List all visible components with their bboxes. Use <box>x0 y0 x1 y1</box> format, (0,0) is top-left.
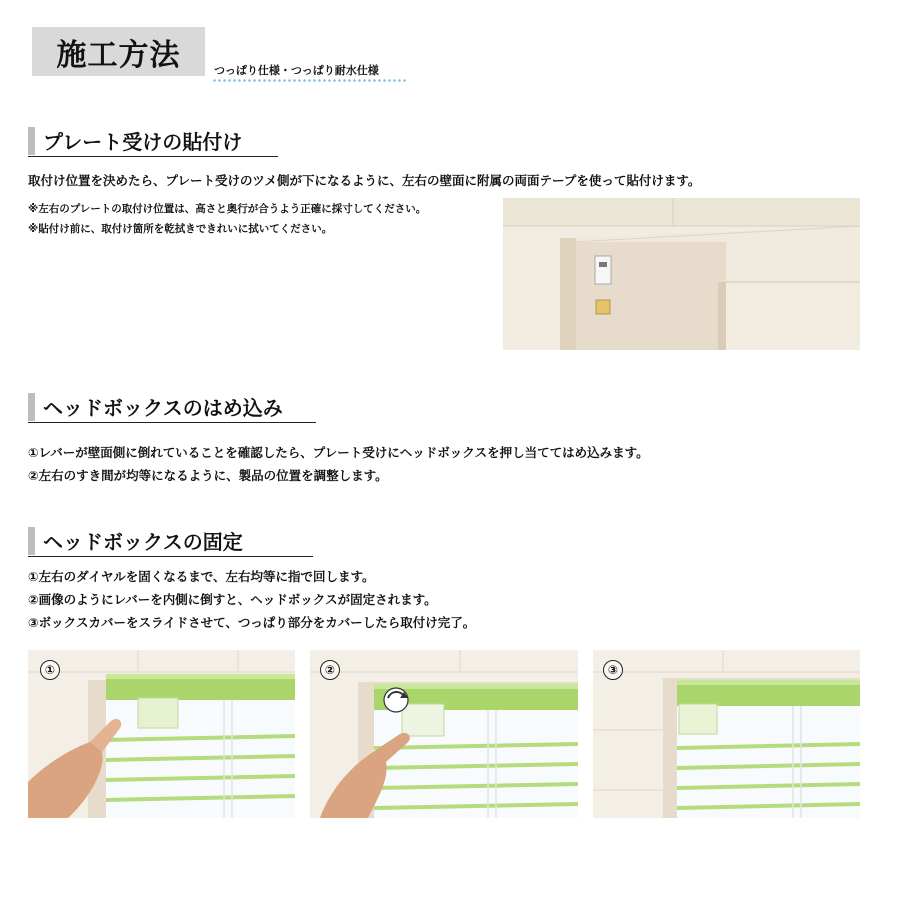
section-rule <box>28 156 278 157</box>
step-photo-1 <box>28 650 295 818</box>
plate-mount-illustration <box>503 198 860 350</box>
step-number-badge: ③ <box>603 660 623 680</box>
main-title: 施工方法 <box>56 37 181 73</box>
section-rule <box>28 422 316 423</box>
note-line: ※貼付け前に、取付け箇所を乾拭きできれいに拭いてください。 <box>28 223 333 235</box>
step-number-badge: ② <box>320 660 340 680</box>
section-title-headbox-insert: ヘッドボックスのはめ込み <box>43 396 283 420</box>
section-marker <box>28 527 35 555</box>
instruction-line: ②左右のすき間が均等になるように、製品の位置を調整します。 <box>28 468 388 483</box>
step-number-badge: ① <box>40 660 60 680</box>
section-marker <box>28 393 35 421</box>
instruction-line: ②画像のようにレバーを内側に倒すと、ヘッドボックスが固定されます。 <box>28 592 437 607</box>
step-photo-3 <box>593 650 860 818</box>
section-body-plate-mount: 取付け位置を決めたら、プレート受けのツメ側が下になるように、左右の壁面に附属の両面テープを使って貼付けます。 <box>28 173 701 188</box>
dotted-underline <box>212 79 408 82</box>
step-photo-2 <box>310 650 578 818</box>
main-title-box <box>32 27 205 76</box>
section-title-headbox-fix: ヘッドボックスの固定 <box>43 530 243 554</box>
step-3-illustration <box>593 650 860 818</box>
instruction-line: ①左右のダイヤルを固くなるまで、左右均等に指で回します。 <box>28 569 375 584</box>
section-rule <box>28 556 313 557</box>
step-2-illustration <box>310 650 578 818</box>
section-marker <box>28 127 35 155</box>
instruction-line: ③ボックスカバーをスライドさせて、つっぱり部分をカバーしたら取付け完了。 <box>28 615 476 630</box>
main-subtitle: つっぱり仕様・つっぱり耐水仕様 <box>214 64 379 77</box>
plate-mount-photo <box>503 198 860 350</box>
step-1-illustration <box>28 650 295 818</box>
section-title-plate-mount: プレート受けの貼付け <box>43 130 243 154</box>
note-line: ※左右のプレートの取付け位置は、高さと奥行が合うよう正確に採寸してください。 <box>28 203 427 215</box>
instruction-line: ①レバーが壁面側に倒れていることを確認したら、プレート受けにヘッドボックスを押し当ててはめ込みます。 <box>28 445 649 460</box>
